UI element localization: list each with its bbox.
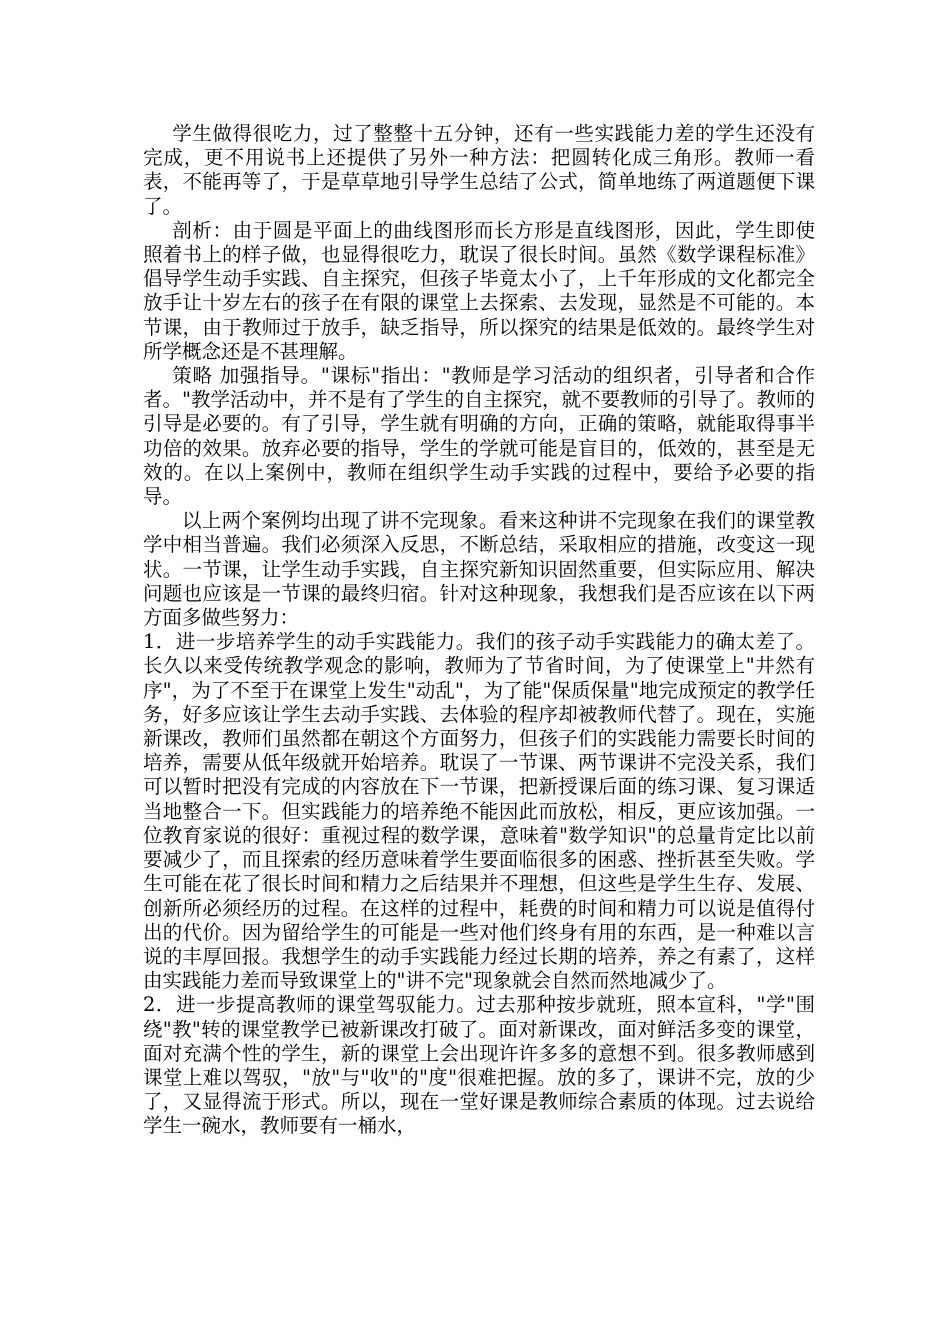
paragraph-point-2: 2．进一步提高教师的课堂驾驭能力。过去那种按步就班，照本宣科，"学"围绕"教"转的课堂教学已被新课改打破了。面对新课改，面对鲜活多变的课堂，面对充满个性的学生，新的课堂上会出现许许多多的意想不到。很多教师感到课堂上难以驾驭，"放"与"收"的"度"很难把握。放的多了，课讲不完，放的少了，又显得流于形式。所以，现在一堂好课是教师综合素质的体现。过去说给学生一碗水，教师要有一桶水， (143, 993, 815, 1138)
paragraph-strategy: 策略 加强指导。"课标"指出："教师是学习活动的组织者，引导者和合作者。"教学活动中，并不是有了学生的自主探究，就不要教师的引导了。教师的引导是必要的。有了引导，学生就有明确的方向，正确的策略，就能取得事半功倍的效果。放弃必要的指导，学生的学就可能是盲目的，低效的，甚至是无效的。在以上案例中，教师在组织学生动手实践的过程中，要给予必要的指导。 (143, 364, 815, 509)
paragraph-point-1: 1．进一步培养学生的动手实践能力。我们的孩子动手实践能力的确太差了。长久以来受传统教学观念的影响，教师为了节省时间，为了使课堂上"井然有序"，为了不至于在课堂上发生"动乱"，为了能"保质保量"地完成预定的教学任务，好多应该让学生去动手实践、去体验的程序却被教师代替了。现在，实施新课改，教师们虽然都在朝这个方面努力，但孩子们的实践能力需要长时间的培养，需要从低年级就开始培养。耽误了一节课、两节课讲不完没关系，我们可以暂时把没有完成的内容放在下一节课，把新授课后面的练习课、复习课适当地整合一下。但实践能力的培养绝不能因此而放松，相反，更应该加强。一位教育家说的很好：重视过程的数学课，意味着"数学知识"的总量肯定比以前要减少了，而且探索的经历意味着学生要面临很多的困惑、挫折甚至失败。学生可能在花了很长时间和精力之后结果并不理想，但这些是学生生存、发展、创新所必须经历的过程。在这样的过程中，耗费的时间和精力可以说是值得付出的代价。因为留给学生的可能是一些对他们终身有用的东西，是一种难以言说的丰厚回报。我想学生的动手实践能力经过长期的培养，养之有素了，这样由实践能力差而导致课堂上的"讲不完"现象就会自然而然地减少了。 (143, 630, 815, 993)
paragraph-case-continuation: 学生做得很吃力，过了整整十五分钟，还有一些实践能力差的学生还没有完成，更不用说书上还提供了另外一种方法：把圆转化成三角形。教师一看表，不能再等了，于是草草地引导学生总结了公式，简单地练了两道题便下课了。 (143, 122, 815, 218)
paragraph-summary: 以上两个案例均出现了讲不完现象。看来这种讲不完现象在我们的课堂教学中相当普遍。我们必须深入反思，不断总结，采取相应的措施，改变这一现状。一节课，让学生动手实践，自主探究新知识固然重要，但实际应用、解决问题也应该是一节课的最终归宿。针对这种现象，我想我们是否应该在以下两方面多做些努力： (143, 509, 815, 630)
paragraph-analysis: 剖析：由于圆是平面上的曲线图形而长方形是直线图形，因此，学生即使照着书上的样子做，也显得很吃力，耽误了很长时间。虽然《数学课程标准》倡导学生动手实践、自主探究，但孩子毕竟太小了，上千年形成的文化都完全放手让十岁左右的孩子在有限的课堂上去探索、去发现，显然是不可能的。本节课，由于教师过于放手，缺乏指导，所以探究的结果是低效的。最终学生对所学概念还是不甚理解。 (143, 218, 815, 363)
document-body (143, 122, 815, 1139)
